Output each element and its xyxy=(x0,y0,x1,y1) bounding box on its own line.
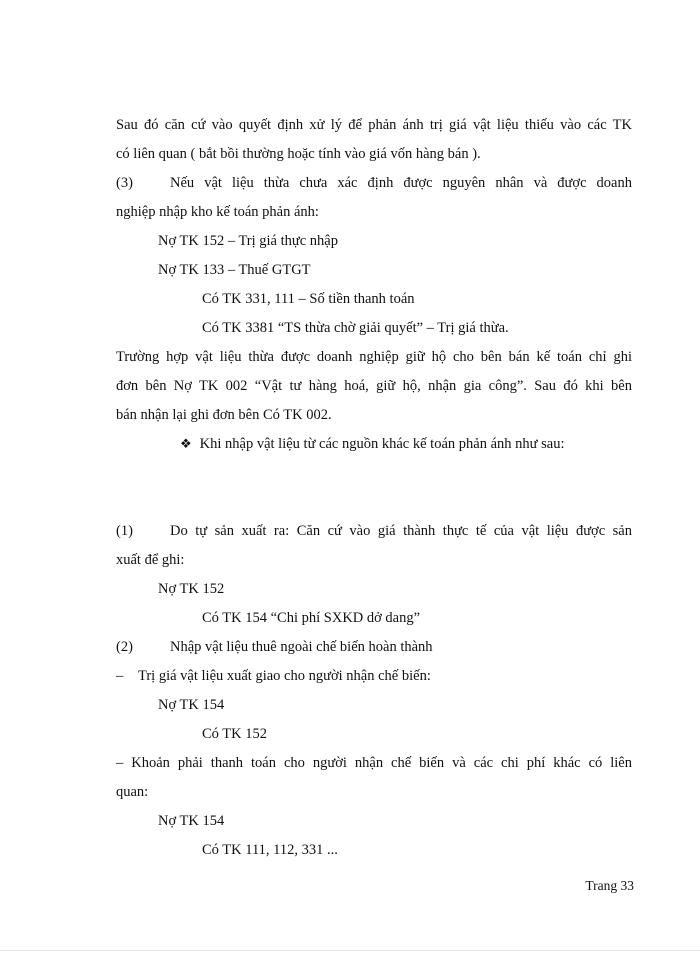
paragraph-line: Sau đó căn cứ vào quyết định xử lý để phản ánh trị giá vật liệu thiếu vào các TK xyxy=(116,117,632,133)
numbered-item-2 xyxy=(116,638,433,656)
dash-item xyxy=(116,667,431,685)
page-number: Trang 33 xyxy=(585,878,634,893)
item-number: (1) xyxy=(116,523,133,539)
item-number: (3) xyxy=(116,175,133,191)
entry-credit: Có TK 154 “Chi phí SXKD dở dang” xyxy=(202,610,421,626)
paragraph-line: quan: xyxy=(116,784,149,800)
entry-debit: Nợ TK 152 xyxy=(158,581,225,597)
dash-item-text: Trị giá vật liệu xuất giao cho người nhận chế biến: xyxy=(138,668,431,684)
entry-debit: Nợ TK 133 – Thuế GTGT xyxy=(158,262,311,278)
entry-debit: Nợ TK 154 xyxy=(158,813,225,829)
item-text: Nhập vật liệu thuê ngoài chế biến hoàn thành xyxy=(170,639,433,655)
entry-debit: Nợ TK 152 – Trị giá thực nhập xyxy=(158,233,338,249)
item-text: Nếu vật liệu thừa chưa xác định được nguyên nhân và được doanh xyxy=(170,175,632,191)
dash-bullet: – xyxy=(116,668,124,684)
paragraph-line: đơn bên Nợ TK 002 “Vật tư hàng hoá, giữ hộ, nhận gia công”. Sau đó khi bên xyxy=(116,378,632,394)
entry-credit: Có TK 3381 “TS thừa chờ giải quyết” – Trị giá thừa. xyxy=(202,320,509,336)
item-number: (2) xyxy=(116,639,133,655)
paragraph-line: có liên quan ( bắt bồi thường hoặc tính vào giá vốn hàng bán ). xyxy=(116,146,481,162)
entry-debit: Nợ TK 154 xyxy=(158,697,225,713)
paragraph-line: Trường hợp vật liệu thừa được doanh nghiệp giữ hộ cho bên bán kế toán chỉ ghi xyxy=(116,349,632,365)
entry-credit: Có TK 111, 112, 331 ... xyxy=(202,842,338,858)
page-bottom-rule xyxy=(0,950,700,951)
dash-item-line: – Khoản phải thanh toán cho người nhận chế biến và các chi phí khác có liên xyxy=(116,755,632,771)
item-text: Do tự sản xuất ra: Căn cứ vào giá thành thực tế của vật liệu được sản xyxy=(170,523,632,539)
diamond-bullet-icon: ❖ xyxy=(180,436,192,451)
paragraph-line: bán nhận lại ghi đơn bên Có TK 002. xyxy=(116,407,332,423)
entry-credit: Có TK 152 xyxy=(202,726,267,742)
bullet-heading xyxy=(180,435,564,453)
entry-credit: Có TK 331, 111 – Số tiền thanh toán xyxy=(202,291,415,307)
paragraph-line: nghiệp nhập kho kế toán phản ánh: xyxy=(116,204,319,220)
bullet-heading-text: Khi nhập vật liệu từ các nguồn khác kế toán phản ánh như sau: xyxy=(199,436,565,452)
paragraph-line: xuất để ghi: xyxy=(116,552,185,568)
